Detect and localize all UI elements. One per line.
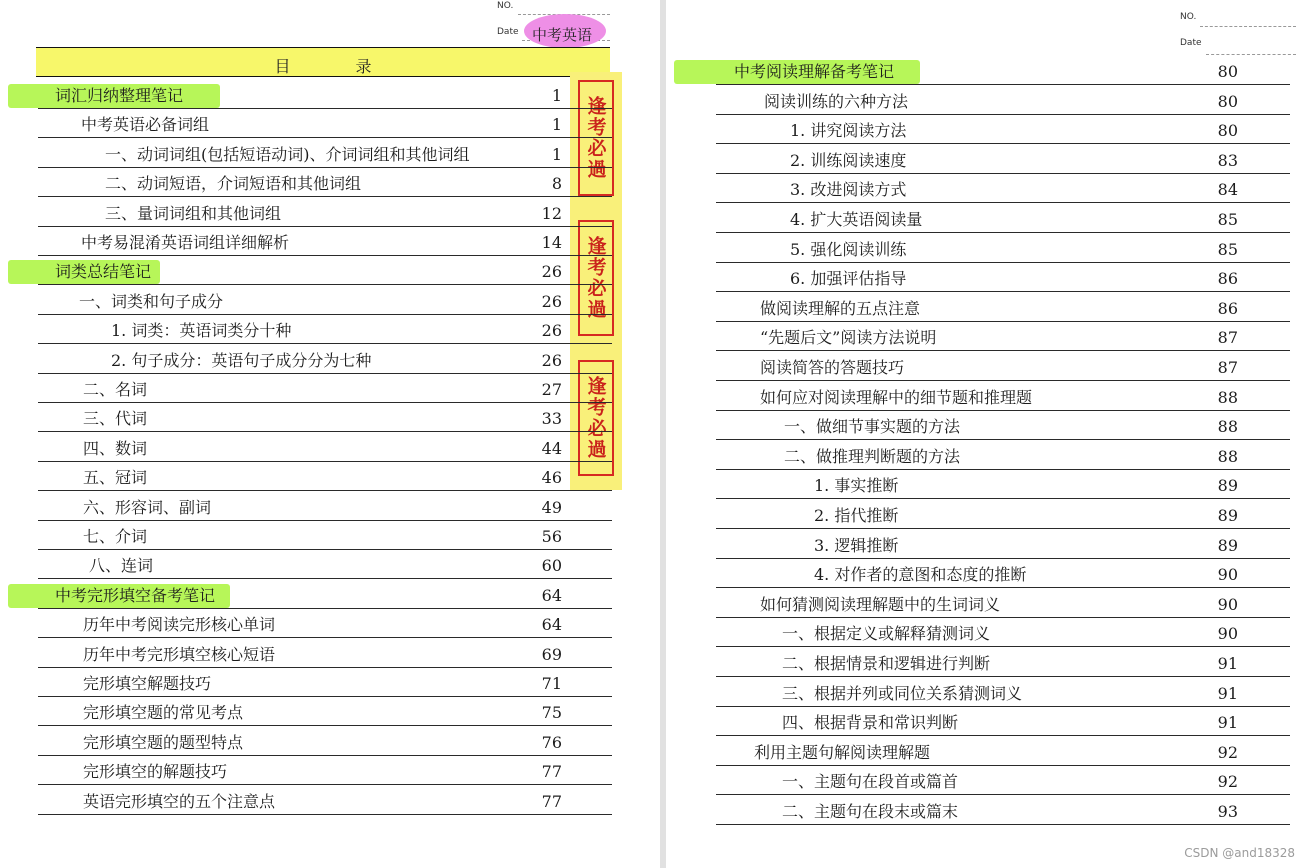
ruled-line [38,608,612,609]
toc-entry-title: 做阅读理解的五点注意 [760,298,921,318]
ruled-line [38,373,612,374]
toc-entry-page-number: 85 [1217,210,1238,229]
toc-entry-page-number: 80 [1217,62,1238,81]
toc-entry-page-number: 91 [1217,654,1238,673]
toc-entry-title: 一、主题句在段首或篇首 [782,772,959,792]
ruled-line [38,549,612,550]
ruled-line [716,646,1290,647]
ruled-line [38,137,612,138]
toc-entry-page-number: 71 [541,674,562,693]
toc-entry-page-number: 91 [1217,683,1238,703]
toc-entry-page-number: 77 [541,762,562,782]
toc-entry-page-number: 90 [1217,565,1238,585]
toc-entry-title: 5. 强化阅读训练 [790,239,907,259]
ruled-line [716,439,1290,440]
toc-entry-page-number: 90 [1217,594,1238,614]
right-notebook-page [666,0,1307,868]
toc-entry-page-number: 77 [541,791,562,811]
ruled-line [716,469,1290,470]
ruled-line [716,824,1290,825]
ruled-line [716,202,1290,203]
ruled-line [38,314,612,315]
toc-entry-page-number: 92 [1217,742,1238,762]
toc-entry-title: 4. 对作者的意图和态度的推断 [814,565,1027,585]
toc-entry-title: 历年中考阅读完形核心单词 [83,615,276,635]
ruled-line [38,696,612,697]
toc-entry-title: 阅读简答的答题技巧 [760,358,905,377]
toc-entry-page-number: 90 [1217,624,1238,644]
toc-entry-page-number: 46 [541,468,562,488]
ruled-line [38,667,612,668]
ruled-line [38,814,612,815]
toc-entry-page-number: 60 [541,556,562,576]
toc-entry-page-number: 26 [541,350,562,370]
ruled-line [38,520,612,521]
toc-entry-title: “先题后文”阅读方法说明 [760,328,937,348]
toc-entry-page-number: 26 [541,291,562,311]
toc-entry-title: 三、代词 [83,409,148,429]
toc-entry-title: 如何猜测阅读理解题中的生词词义 [760,594,1001,614]
toc-entry-title: 一、词类和句子成分 [79,291,224,311]
toc-entry-title: 4. 扩大英语阅读量 [790,210,923,229]
ruled-line [38,578,612,579]
toc-entry-page-number: 64 [541,615,562,635]
ruled-line [716,173,1290,174]
right-no-label: NO. [1180,12,1197,22]
toc-entry-page-number: 87 [1217,328,1238,348]
toc-entry-title: 一、动词词组(包括短语动词)、介词词组和其他词组 [105,144,470,164]
ruled-line [38,637,612,638]
toc-entry-title: 2. 训练阅读速度 [790,150,907,170]
ruled-line [38,226,612,227]
right-date-line [1206,54,1296,55]
left-date-label: Date [497,27,519,37]
ruled-line [38,490,612,491]
ruled-line [38,725,612,726]
toc-entry-title: 完形填空解题技巧 [83,674,212,693]
toc-entry-page-number: 75 [541,703,562,723]
right-no-line [1200,26,1296,27]
ruled-line [38,108,612,109]
ruled-line [716,262,1290,263]
ruled-line [38,343,612,344]
toc-entry-page-number: 88 [1217,446,1238,466]
toc-entry-title: 七、介词 [83,527,148,546]
toc-entry-page-number: 26 [541,321,562,341]
toc-entry-title: 八、连词 [89,556,154,576]
toc-entry-title: 1. 词类：英语词类分十种 [111,321,292,341]
watermark-text: CSDN @and18328 [1184,846,1295,860]
toc-entry-title: 利用主题句解阅读理解题 [754,742,931,762]
toc-entry-title: 二、主题句在段末或篇末 [782,802,959,821]
toc-entry-page-number: 87 [1217,358,1238,377]
toc-entry-page-number: 80 [1217,121,1238,141]
toc-entry-page-number: 89 [1217,476,1238,496]
toc-entry-title: 四、数词 [83,438,148,458]
toc-entry-page-number: 83 [1217,150,1238,170]
ruled-line [716,765,1290,766]
toc-entry-title: 1. 讲究阅读方法 [790,121,907,141]
stamp-text: 逢考必過 [584,376,607,460]
toc-entry-page-number: 12 [541,203,562,223]
toc-entry-page-number: 80 [1217,91,1238,111]
toc-entry-title: 中考完形填空备考笔记 [55,585,216,605]
stamp-text: 逢考必過 [584,236,607,320]
toc-entry-title: 完形填空的解题技巧 [83,762,228,782]
toc-entry-page-number: 8 [551,174,562,194]
ruled-line [716,587,1290,588]
toc-entry-page-number: 89 [1217,535,1238,555]
toc-entry-page-number: 33 [541,409,562,429]
toc-entry-page-number: 93 [1217,802,1238,821]
ruled-line [716,232,1290,233]
ruled-line [716,380,1290,381]
toc-entry-page-number: 86 [1217,269,1238,289]
ruled-line [38,402,612,403]
toc-entry-page-number: 76 [541,732,562,752]
ruled-line [38,431,612,432]
ruled-line [38,784,612,785]
stamp-text: 逢考必過 [584,96,607,180]
ruled-line [716,498,1290,499]
toc-entry-page-number: 44 [541,438,562,458]
toc-entry-title: 历年中考完形填空核心短语 [83,644,276,664]
ruled-line [716,706,1290,707]
toc-entry-title: 完形填空题的常见考点 [83,703,244,723]
toc-entry-page-number: 89 [1217,506,1238,525]
toc-title: 目 录 [274,57,402,76]
toc-entry-title: 二、名词 [83,380,148,399]
toc-entry-title: 2. 指代推断 [814,506,899,525]
toc-entry-page-number: 84 [1217,180,1238,200]
toc-entry-title: 六、形容词、副词 [83,497,212,517]
ruled-line [716,794,1290,795]
toc-entry-page-number: 64 [541,585,562,605]
toc-entry-title: 3. 逻辑推断 [814,535,899,555]
ruled-line [38,284,612,285]
toc-entry-page-number: 91 [1217,713,1238,733]
good-luck-stamp [578,360,614,476]
toc-entry-page-number: 27 [541,380,562,399]
toc-entry-title: 词类总结笔记 [55,262,152,282]
toc-entry-title: 6. 加强评估指导 [790,269,907,289]
toc-entry-page-number: 85 [1217,239,1238,259]
ruled-line [716,735,1290,736]
ruled-line [38,167,612,168]
toc-entry-page-number: 49 [541,497,562,517]
ruled-line [38,755,612,756]
ruled-line [716,558,1290,559]
toc-entry-title: 二、动词短语，介词短语和其他词组 [105,174,362,194]
ruled-line [716,350,1290,351]
toc-entry-title: 中考阅读理解备考笔记 [734,62,895,81]
ruled-line [38,461,612,462]
toc-entry-title: 英语完形填空的五个注意点 [83,791,276,811]
ruled-line [716,143,1290,144]
toc-entry-title: 二、做推理判断题的方法 [784,446,961,466]
toc-entry-page-number: 1 [551,144,562,164]
ruled-line [38,255,612,256]
right-date-label: Date [1180,38,1202,48]
toc-entry-title: 完形填空题的题型特点 [83,732,244,752]
ruled-line [716,114,1290,115]
ruled-line [716,676,1290,677]
toc-entry-page-number: 1 [551,115,562,135]
toc-entry-title: 1. 事实推断 [814,476,899,496]
toc-entry-title: 阅读训练的六种方法 [764,91,909,111]
toc-entry-title: 二、根据情景和逻辑进行判断 [782,654,991,673]
ruled-line [716,410,1290,411]
toc-entry-title: 三、根据并列或同位关系猜测词义 [782,683,1023,703]
toc-entry-title: 一、根据定义或解释猜测词义 [782,624,991,644]
toc-entry-title: 中考英语必备词组 [81,115,210,135]
toc-entry-page-number: 26 [541,262,562,282]
toc-entry-title: 如何应对阅读理解中的细节题和推理题 [760,387,1033,407]
ruled-line [716,617,1290,618]
toc-entry-page-number: 88 [1217,417,1238,437]
ruled-line [716,291,1290,292]
toc-entry-title: 2. 句子成分：英语句子成分分为七种 [111,350,372,370]
toc-entry-page-number: 92 [1217,772,1238,792]
good-luck-stamp [578,220,614,336]
left-no-label: NO. [497,1,514,11]
toc-entry-page-number: 14 [541,233,562,252]
ruled-line [38,196,612,197]
subject-tag: 中考英语 [532,26,593,44]
toc-entry-page-number: 69 [541,644,562,664]
toc-entry-page-number: 86 [1217,298,1238,318]
ruled-line [716,321,1290,322]
ruled-line [716,84,1290,85]
toc-entry-title: 3. 改进阅读方式 [790,180,907,200]
toc-entry-title: 五、冠词 [83,468,148,488]
toc-entry-title: 词汇归纳整理笔记 [55,86,184,105]
toc-entry-title: 中考易混淆英语词组详细解析 [81,233,290,252]
toc-entry-title: 一、做细节事实题的方法 [784,417,961,437]
toc-entry-page-number: 56 [541,527,562,546]
ruled-line [716,528,1290,529]
toc-entry-page-number: 88 [1217,387,1238,407]
toc-entry-title: 四、根据背景和常识判断 [782,713,959,733]
toc-entry-page-number: 1 [551,86,562,105]
toc-entry-title: 三、量词词组和其他词组 [105,203,282,223]
